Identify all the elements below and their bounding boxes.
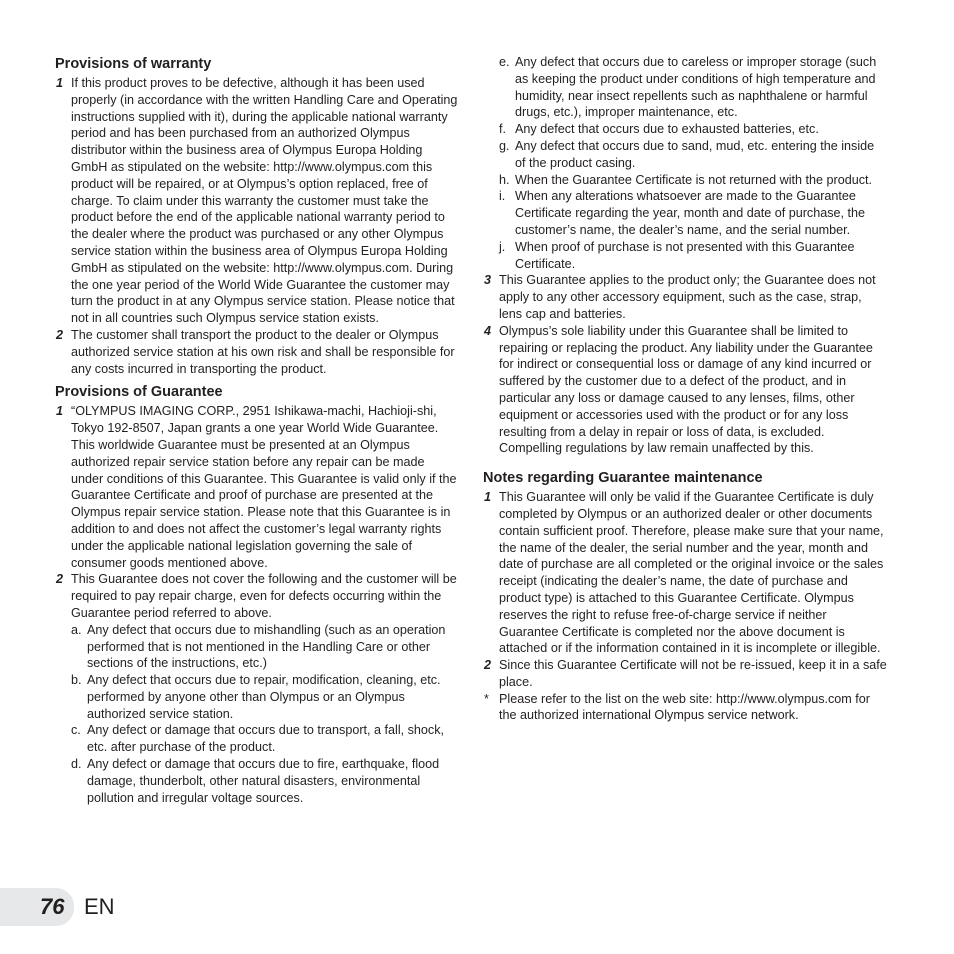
guarantee-item-4 bbox=[483, 323, 888, 457]
item-text: Any defect that occurs due to repair, modification, cleaning, etc. performed by anyone other than Olympus or an Olympus authorized service station. bbox=[87, 673, 441, 721]
item-text: Any defect or damage that occurs due to fire, earthquake, flood damage, thunderbolt, other natural disasters, environmental pollution and irregular voltage sources. bbox=[87, 757, 440, 805]
item-number: 3 bbox=[484, 273, 492, 288]
item-letter: c. bbox=[71, 723, 81, 738]
exclusion-item-c bbox=[55, 722, 460, 756]
item-text: Olympus’s sole liability under this Guarantee shall be limited to repairing or replacing the product. Any liability under the Guarantee for indirect or consequential loss or damage of any kind incurred or suffered by the customer due to a defect of the product, and in particular any loss or damage caused to any lenses, films, other equipment or accessories used with the product or for any loss resulting from a delay in repair or loss of data, is excluded. Compelling regulations by law remain unaffected by this. bbox=[499, 323, 873, 456]
item-letter: f. bbox=[499, 122, 506, 137]
item-text: This Guarantee does not cover the following and the customer will be required to pay repair charge, even for defects occurring within the Guarantee period referred to above. bbox=[71, 572, 457, 620]
guarantee-heading: Provisions of Guarantee bbox=[55, 384, 223, 401]
item-text: Any defect that occurs due to mishandling (such as an operation performed that is not mentioned in the Handling Care or other sections of the instructions, etc.) bbox=[87, 622, 446, 671]
item-letter: g. bbox=[499, 138, 510, 153]
item-number: 1 bbox=[56, 76, 64, 90]
left-column bbox=[55, 55, 460, 806]
exclusion-item-g bbox=[483, 138, 888, 172]
footnote-mark: * bbox=[484, 691, 489, 706]
item-number: 1 bbox=[56, 404, 64, 419]
item-number: 2 bbox=[484, 658, 492, 673]
item-text: Any defect that occurs due to careless or improper storage (such as keeping the product under conditions of high temperature and humidity, near insect repellents such as naphthalene or harmful drugs, etc.), improper maintenance, etc. bbox=[515, 55, 877, 120]
item-text: If this product proves to be defective, although it has been used properly (in accordance with the written Handling Care and Operating instructions supplied with it), during the applicable national warranty period and has been purchased from an authorized Olympus distributor within the business area of Olympus Europa Holding GmbH as stipulated on the website: http://www.olympus.com this product will be repaired, or at Olympus’s option replaced, free of charge. To claim under this warranty the customer must take the product before the end of the applicable national warranty period to the dealer where the product was purchased or any other Olympus service station within the business area of Olympus Europa Holding GmbH as stipulated on the website: http://www.olympus.com. During the one year period of the World Wide Guarantee the customer may turn the product in at any Olympus service station. Please notice that not in all countries such Olympus service station exists. bbox=[71, 76, 458, 326]
item-text: Any defect that occurs due to sand, mud, etc. entering the inside of the product casing. bbox=[515, 138, 875, 170]
item-letter: j. bbox=[499, 239, 506, 254]
item-number: 2 bbox=[56, 572, 64, 587]
exclusion-item-i bbox=[483, 188, 888, 238]
item-number: 4 bbox=[484, 323, 492, 338]
item-letter: b. bbox=[71, 673, 82, 688]
page-number: 76 bbox=[40, 894, 65, 919]
exclusion-item-j bbox=[483, 239, 888, 273]
item-letter: h. bbox=[499, 172, 510, 187]
item-text: When the Guarantee Certificate is not returned with the product. bbox=[515, 172, 873, 187]
item-number: 1 bbox=[484, 490, 492, 505]
notes-heading: Notes regarding Guarantee maintenance bbox=[483, 470, 763, 487]
exclusion-item-e bbox=[483, 54, 888, 121]
guarantee-item-1 bbox=[55, 403, 460, 571]
item-text: Since this Guarantee Certificate will not be re-issued, keep it in a safe place. bbox=[499, 658, 887, 689]
item-text: This Guarantee will only be valid if the Guarantee Certificate is duly completed by Olympus or an authorized dealer or other documents contain sufficient proof. Therefore, please make sure that your name, the name of the dealer, the serial number and the year, month and date of purchase are all completed or the original invoice or the sales receipt (indicating the dealer’s name, the date of purchase and product type) is attached to this Guarantee Certificate. Olympus reserves the right to refuse free-of-charge service if neither Guarantee Certificate is completed nor the above document is attached or if the information contained in it is incomplete or illegible. bbox=[499, 490, 884, 656]
item-text: When any alterations whatsoever are made to the Guarantee Certificate regarding the year, month and date of purchase, the customer’s name, the dealer’s name, and the serial number. bbox=[515, 189, 866, 237]
item-text: Any defect or damage that occurs due to transport, a fall, shock, etc. after purchase of the product. bbox=[87, 723, 445, 755]
item-letter: d. bbox=[71, 757, 82, 772]
exclusion-item-a bbox=[55, 622, 460, 672]
item-text: When proof of purchase is not presented with this Guarantee Certificate. bbox=[515, 239, 855, 271]
footnote bbox=[483, 691, 888, 725]
warranty-item-1 bbox=[55, 75, 460, 327]
notes-item-1 bbox=[483, 489, 888, 657]
item-text: This Guarantee applies to the product only; the Guarantee does not apply to any other accessory equipment, such as the case, strap, lens cap and batteries. bbox=[499, 273, 876, 321]
notes-item-2 bbox=[483, 657, 888, 691]
guarantee-item-3 bbox=[483, 272, 888, 322]
item-letter: a. bbox=[71, 622, 82, 637]
language-label: EN bbox=[84, 894, 115, 919]
item-letter: e. bbox=[499, 55, 510, 69]
exclusion-item-h bbox=[483, 172, 888, 189]
footnote-text: Please refer to the list on the web site: http://www.olympus.com for the authorized international Olympus service network. bbox=[499, 691, 870, 723]
guarantee-item-2 bbox=[55, 571, 460, 621]
right-column bbox=[483, 54, 888, 724]
item-text: “OLYMPUS IMAGING CORP., 2951 Ishikawa-machi, Hachioji-shi, Tokyo 192-8507, Japan grants a one year World Wide Guarantee. This worldwide Guarantee must be presented at an Olympus authorized repair service station before any repair can be made under conditions of this Guarantee. This Guarantee is valid only if the Guarantee Certificate and proof of purchase are presented at the Olympus repair service station. Please note that this Guarantee is in addition to and does not affect the customer’s legal warranty rights under the applicable national legislation governing the sale of consumer goods mentioned above. bbox=[71, 404, 457, 570]
warranty-heading: Provisions of warranty bbox=[55, 56, 212, 72]
item-text: Any defect that occurs due to exhausted batteries, etc. bbox=[515, 122, 819, 137]
item-letter: i. bbox=[499, 189, 506, 204]
warranty-item-2 bbox=[55, 327, 460, 377]
exclusion-item-d bbox=[55, 756, 460, 806]
exclusion-item-b bbox=[55, 672, 460, 722]
item-text: The customer shall transport the product to the dealer or Olympus authorized service station at his own risk and shall be responsible for any costs incurred in transporting the product. bbox=[71, 327, 455, 376]
exclusion-item-f bbox=[483, 121, 888, 138]
item-number: 2 bbox=[56, 327, 64, 342]
